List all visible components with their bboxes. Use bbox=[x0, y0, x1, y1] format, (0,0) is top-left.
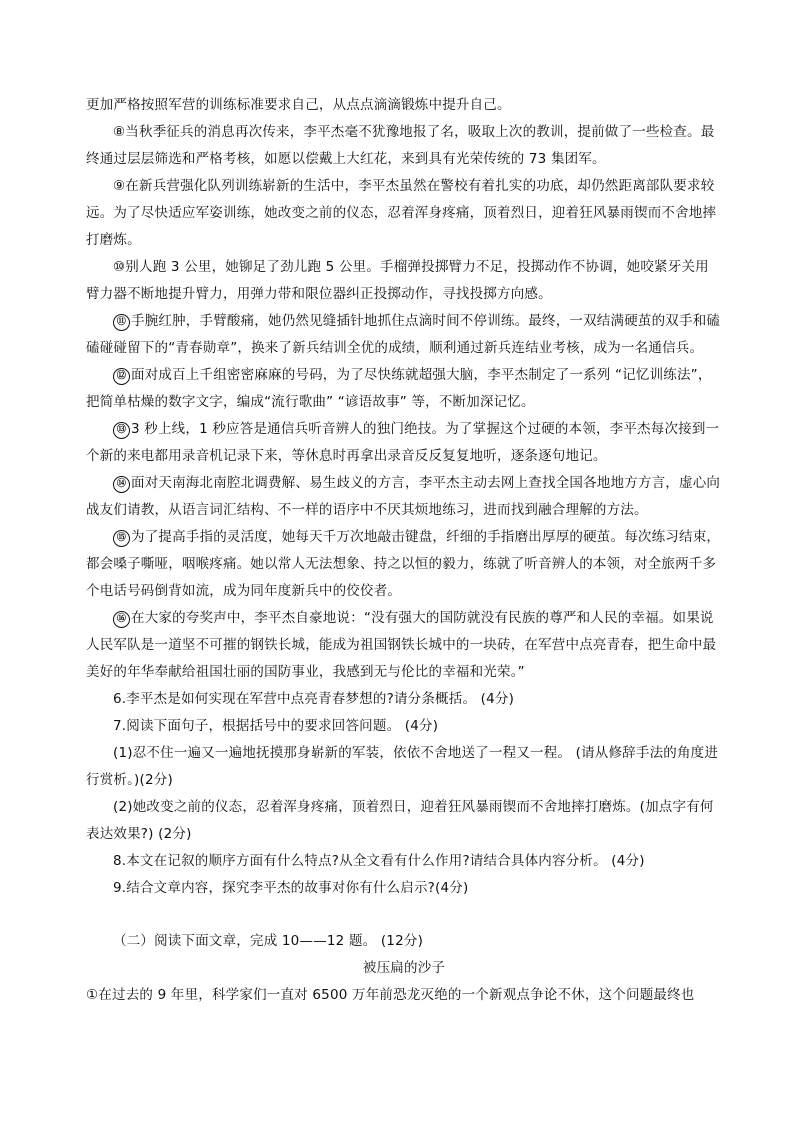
paragraph-8: ⑧当秋季征兵的消息再次传来，李平杰毫不犹豫地报了名，吸取上次的教训，提前做了一些检查。最终通过层层筛选和严格考核，如愿以偿戴上大红花，来到具有光荣传统的 73 集团军。 bbox=[86, 124, 715, 167]
paragraph-10: ⑩别人跑 3 公里，她铆足了劲儿跑 5 公里。手榴弹投掷臂力不足，投掷动作不协调，她咬紧牙关用臂力器不断地提升臂力，用弹力带和限位器纠正投掷动作，寻找投掷方向感。 bbox=[86, 259, 709, 302]
article-title: 被压扁的沙子 bbox=[362, 960, 446, 976]
question-7: 7.阅读下面句子，根据括号中的要求回答问题。 (4分) bbox=[113, 718, 439, 734]
circled-number-12: ⑫ bbox=[113, 368, 130, 385]
paragraph-15: ⑮ 为了提高手指的灵活度，她每天千万次地敲击键盘，纤细的手指磨出厚厚的硬茧。每次练习结束，都会嗓子嘶哑，咽喉疼痛。她以常人无法想象、持之以恒的毅力，练就了听音辨人的本领，对全旅两千多个电话号码倒背如流，成为同年度新兵中的佼佼者。 bbox=[86, 529, 721, 599]
paragraph-12: ⑫ 面对成百上千组密密麻麻的号码，为了尽快练就超强大脑，李平杰制定了一系列 “记忆训练法”，把简单枯燥的数字文字，编成“流行歌曲” “谚语故事” 等，不断加深记忆。 bbox=[86, 367, 712, 410]
question-6: 6.李平杰是如何实现在军营中点亮青春梦想的?请分条概括。 (4分) bbox=[113, 691, 515, 707]
question-7-2: (2)她改变之前的仪态，忍着浑身疼痛，顶着烈日，迎着狂风暴雨锲而不舍地摔打磨炼。(加点字有何表达效果?) (2分) bbox=[86, 799, 714, 842]
circled-number-11: ⑪ bbox=[113, 314, 130, 331]
article-content bbox=[86, 92, 722, 1009]
section-2-heading: （二）阅读下面文章，完成 10——12 题。 (12分) bbox=[113, 933, 424, 949]
circled-number-16: ⑯ bbox=[113, 611, 130, 628]
circled-number-13: ⑬ bbox=[113, 422, 130, 439]
section-2-paragraph-1: ①在过去的 9 年里，科学家们一直对 6500 万年前恐龙灭绝的一个新观点争论不休，这个问题最终也 bbox=[86, 987, 695, 1003]
question-9: 9.结合文章内容，探究李平杰的故事对你有什么启示?(4分) bbox=[113, 880, 469, 896]
question-8: 8.本文在记叙的顺序方面有什么特点?从全文看有什么作用?请结合具体内容分析。 (4分) bbox=[113, 853, 645, 869]
paragraph-9: ⑨在新兵营强化队列训练崭新的生活中，李平杰虽然在警校有着扎实的功底，却仍然距离部队要求较远。为了尽快适应军姿训练，她改变之前的仪态，忍着浑身疼痛，顶着烈日，迎着狂风暴雨锲而不舍地摔打磨炼。 bbox=[86, 178, 717, 248]
question-7-1: (1)忍不住一遍又一遍地抚摸那身崭新的军装，依依不舍地送了一程又一程。 (请从修辞手法的角度进行赏析。)(2分) bbox=[86, 745, 719, 788]
section-gap bbox=[86, 902, 722, 928]
circled-number-14: ⑭ bbox=[113, 476, 130, 493]
paragraph-11: ⑪ 手腕红肿，手臂酸痛，她仍然见缝插针地抓住点滴时间不停训练。最终，一双结满硬茧的双手和磕磕碰碰留下的“青春勋章”，换来了新兵结训全优的成绩，顺利通过新兵连结业考核，成为一名通信兵。 bbox=[86, 313, 721, 356]
paragraph-13: ⑬ 3 秒上线，1 秒应答是通信兵听音辨人的独门绝技。为了掌握这个过硬的本领，李平杰每次接到一个新的来电都用录音机记录下来，等休息时再拿出录音反反复复地听，逐条逐句地记。 bbox=[86, 421, 720, 464]
paragraph-14: ⑭ 面对天南海北南腔北调费解、易生歧义的方言，李平杰主动去网上查找全国各地地方方言，虚心向战友们请教，从语言词汇结构、不一样的语序中不厌其烦地练习，进而找到融合理解的方法。 bbox=[86, 475, 721, 518]
circled-number-15: ⑮ bbox=[113, 530, 130, 547]
paragraph-7-end: 更加严格按照军营的训练标准要求自己，从点点滴滴锻炼中提升自己。 bbox=[86, 97, 511, 113]
paragraph-16: ⑯ 在大家的夸奖声中，李平杰自豪地说：“没有强大的国防就没有民族的尊严和人民的幸福。如果说人民军队是一道坚不可摧的钢铁长城，能成为祖国钢铁长城中的一块砖，在军营中点亮青春，把生命中最美好的年华奉献给祖国壮丽的国防事业，我感到无与伦比的幸福和光荣。” bbox=[86, 610, 717, 680]
